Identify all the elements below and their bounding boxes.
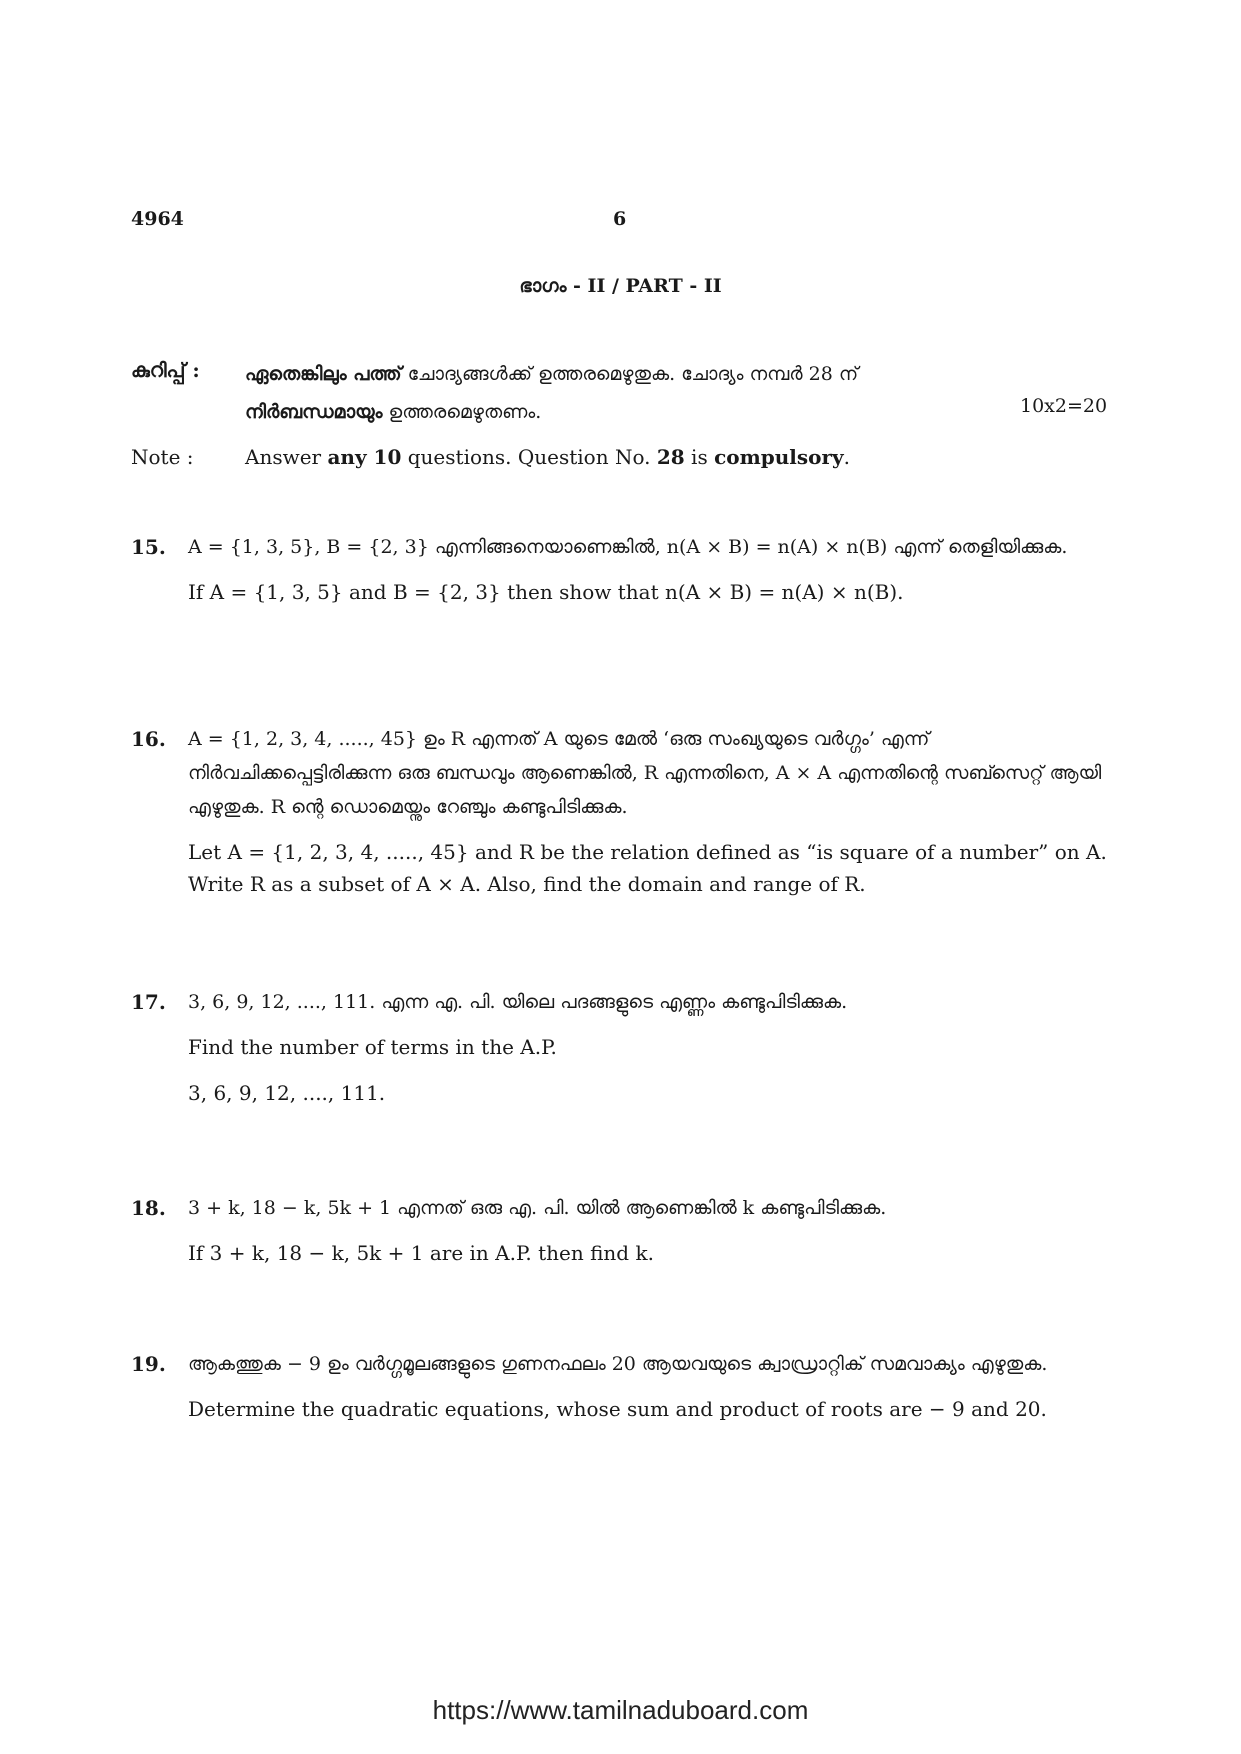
footer-url[interactable]: https://www.tamilnaduboard.com (432, 1695, 809, 1725)
marks-allocation: 10x2=20 (1020, 395, 1108, 417)
en-note-part3: is (684, 445, 715, 469)
en-note-part4: . (843, 445, 850, 469)
question-17-en-line1: Find the number of terms in the A.P. (188, 1035, 557, 1059)
question-number-16: 16. (131, 727, 166, 751)
question-paper-code: 4964 (131, 208, 184, 230)
question-17-ml: 3, 6, 9, 12, ...., 111. എന്ന എ. പി. യിലെ പദങ്ങളുടെ എണ്ണം കണ്ടുപിടിക്കുക. (188, 991, 848, 1013)
question-19-ml: ആകത്തുക − 9 ഉം വർഗ്ഗമൂലങ്ങളുടെ ഗുണനഫലം 20 ആയവയുടെ ക്വാഡ്രാറ്റിക് സമവാക്യം എഴുതുക. (188, 1353, 1048, 1375)
question-19-en: Determine the quadratic equations, whose sum and product of roots are − 9 and 20. (188, 1397, 1047, 1421)
question-number-17: 17. (131, 990, 166, 1014)
question-15 (188, 530, 1108, 622)
question-number-15: 15. (131, 535, 166, 559)
question-16-en: Let A = {1, 2, 3, 4, ....., 45} and R be the relation defined as “is square of a number” on A. Write R as a subset of A × A. Also, find the domain and range of R. (188, 840, 1107, 896)
question-number-19: 19. (131, 1352, 166, 1376)
question-16-ml: A = {1, 2, 3, 4, ....., 45} ഉം R എന്നത് A യുടെ മേൽ ‘ഒരു സംഖ്യയുടെ വർഗ്ഗം’ എന്ന് നിർവചിക്കപ്പെട്ടിരിക്കുന്ന ഒരു ബന്ധവും ആണെങ്കിൽ, R എന്നതിനെ, A × A എന്നതിന്റെ സബ്സെറ്റ് ആയി എഴുതുക. R ന്റെ ഡൊമെയ്നും റേഞ്ചും കണ്ടുപിടിക്കുക. (188, 728, 1102, 818)
ml-instruction-text2: ഉത്തരമെഴുതണം. (382, 401, 542, 423)
en-note-bold2: 28 (656, 445, 685, 469)
page-number: 6 (613, 208, 627, 230)
en-note-label: Note : (131, 445, 194, 469)
question-15-ml: A = {1, 3, 5}, B = {2, 3} എന്നിങ്ങനെയാണെങ്കിൽ, n(A × B) = n(A) × n(B) എന്ന് തെളിയിക്കുക. (188, 536, 1068, 558)
ml-note-label: കുറിപ്പ് : (131, 358, 200, 382)
ml-instruction-line2 (245, 393, 1125, 431)
question-16 (188, 722, 1108, 914)
en-note-bold1: any 10 (327, 445, 402, 469)
en-note-part2: questions. Question No. (401, 445, 657, 469)
ml-instruction-text1: ചോദ്യങ്ങൾക്ക് ഉത്തരമെഴുതുക. ചോദ്യം നമ്പർ 28 ന് (401, 363, 859, 385)
en-note-bold3: compulsory (714, 445, 844, 469)
question-19 (188, 1347, 1108, 1439)
ml-instruction-bold1: ഏതെങ്കിലും പത്ത് (245, 363, 402, 385)
part-title: ഭാഗം - II / PART - II (519, 275, 722, 297)
question-15-en: If A = {1, 3, 5} and B = {2, 3} then show that n(A × B) = n(A) × n(B). (188, 580, 904, 604)
en-note-part1: Answer (245, 445, 328, 469)
question-18 (188, 1191, 1108, 1283)
en-note-text (245, 445, 850, 469)
ml-instruction-line1 (245, 355, 1125, 393)
question-number-18: 18. (131, 1196, 166, 1220)
question-18-en: If 3 + k, 18 − k, 5k + 1 are in A.P. then find k. (188, 1241, 654, 1265)
question-17 (188, 985, 1108, 1123)
question-17-en-line2: 3, 6, 9, 12, ...., 111. (188, 1081, 386, 1105)
question-18-ml: 3 + k, 18 − k, 5k + 1 എന്നത് ഒരു എ. പി. യിൽ ആണെങ്കിൽ k കണ്ടുപിടിക്കുക. (188, 1197, 887, 1219)
ml-instruction-bold2: നിർബന്ധമായും (245, 401, 383, 423)
